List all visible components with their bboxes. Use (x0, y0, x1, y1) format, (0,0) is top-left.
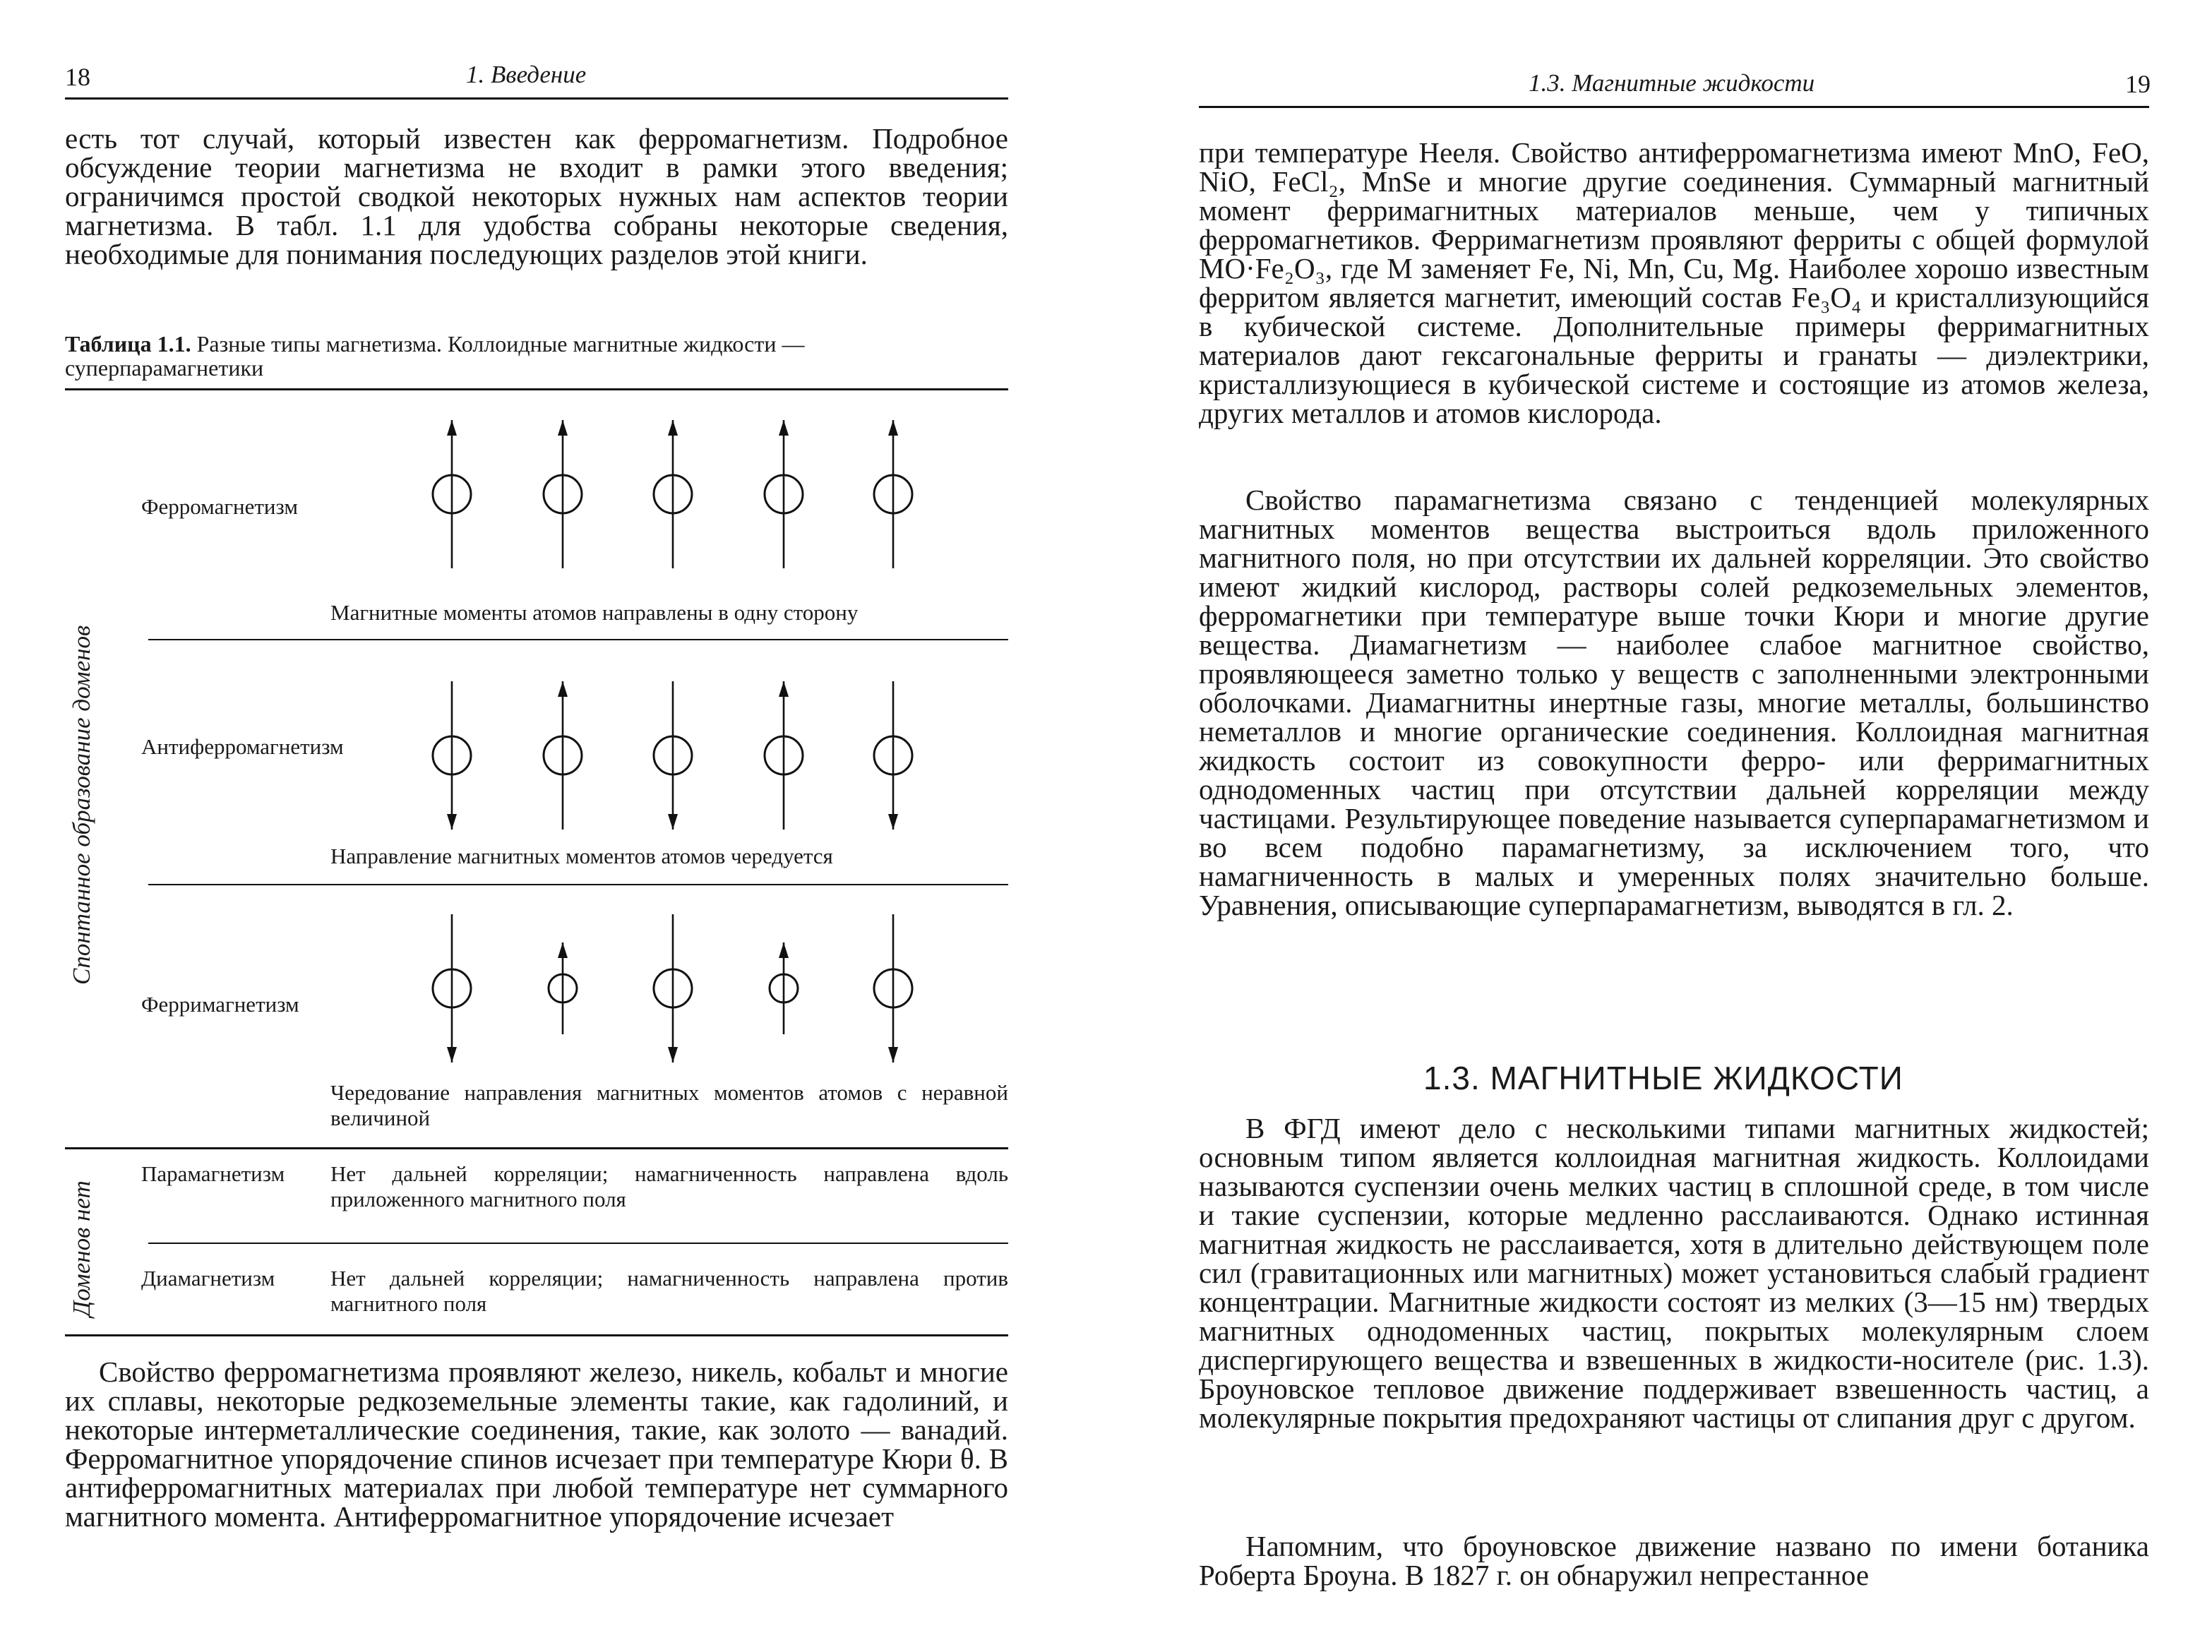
spin-symbol (654, 420, 692, 568)
running-head-right: 1.3. Магнитные жидкости (1529, 69, 1815, 97)
spin-symbol (765, 420, 803, 568)
group-label-no-domains: Доменов нет (68, 1180, 95, 1317)
header-rule-right (1199, 106, 2149, 108)
right-paragraph-4: Напомним, что броуновское движение названо по имени ботаника Роберта Броуна. В 1827 г. он обнаружил непрестанное (1199, 1530, 2149, 1591)
spin-symbol (765, 681, 803, 830)
table-bottom-rule (65, 1334, 1008, 1336)
spin-symbol (770, 942, 798, 1034)
row-label-paramagnetism: Парамагнетизм (141, 1161, 285, 1186)
spin-symbol (433, 914, 471, 1063)
right-paragraph-1: при температуре Нееля. Свойство антиферромагнетизма имеют MnO, FeO, NiO, FeCl₂, MnSe и многие другие соединения. Суммарный магнитный момент ферримагнитных материалов меньше, чем у типичных ферромагнетиков. Ферримагнетизм проявляют ферриты с общей формулой MO·Fe₂O₃, где M заменяет Fe, Ni, Mn, Cu, Mg. Наиболее хорошо известным ферритом является магнетит, имеющий состав Fe₃O₄ и кристаллизующийся в кубической системе. Дополнительные примеры ферримагнитных материалов дают гексагональные ферриты и гранаты — диэлектрики, кристаллизующиеся в кубической системе и состоящие из атомов железа, других металлов и атомов кислорода. (1199, 136, 2149, 429)
table-caption-number: Таблица 1.1. (65, 331, 191, 357)
spin-symbol (874, 914, 912, 1063)
spin-symbol (433, 420, 471, 568)
row-label-ferrimagnetism: Ферримагнетизм (141, 992, 299, 1017)
spin-diagrams (0, 0, 1017, 1158)
row-desc-antiferromagnetism: Направление магнитных моментов атомов чередуется (330, 844, 833, 868)
spin-symbol (654, 681, 692, 830)
row-desc-paramagnetism: Нет дальней корреляции; намагниченность направлена вдоль приложенного магнитного поля (330, 1161, 1008, 1211)
spin-symbol (544, 681, 582, 830)
row-label-antiferromagnetism: Антиферромагнетизм (141, 734, 344, 759)
page-number-right: 19 (2125, 70, 2151, 98)
row-label-ferromagnetism: Ферромагнетизм (141, 494, 298, 519)
row-desc-diamagnetism: Нет дальней корреляции; намагниченность направлена против магнитного поля (330, 1266, 1008, 1316)
spin-symbol (654, 914, 692, 1063)
section-title: 1.3. МАГНИТНЫЕ ЖИДКОСТИ (1423, 1060, 1903, 1096)
spin-row-ferrimagnetism (433, 914, 912, 1063)
row-desc-ferromagnetism: Магнитные моменты атомов направлены в одну сторону (330, 600, 859, 625)
spin-symbol (433, 681, 471, 830)
spin-symbol (544, 420, 582, 568)
spin-row-ferromagnetism (433, 420, 912, 568)
spin-row-antiferromagnetism (433, 681, 912, 830)
spin-symbol (549, 942, 577, 1034)
spin-symbol (874, 420, 912, 568)
table-row-rule (148, 1243, 1008, 1244)
right-paragraph-3: В ФГД имеют дело с несколькими типами магнитных жидкостей; основным типом является коллоидная магнитная жидкость. Коллоидами называются суспензии очень мелких частиц в сплошной среде, в том числе и такие суспензии, которые медленно расслаиваются. Однако истинная магнитная жидкость не расслаивается, хотя в длительно действующем поле сил (гравитационных или магнитных) может установиться слабый градиент концентрации. Магнитные жидкости состоят из мелких (3—15 нм) твердых магнитных однодоменных частиц, покрытых молекулярным слоем диспергирующего вещества и взвешенных в жидкости-носителе (рис. 1.3). Броуновское тепловое движение поддерживает взвешенность частиц, а молекулярные покрытия предохраняют частицы от слипания друг с другом. (1199, 1112, 2149, 1434)
page-number-left: 18 (65, 63, 90, 91)
right-paragraph-2: Свойство парамагнетизма связано с тенденцией молекулярных магнитных моментов вещества выстроиться вдоль приложенного магнитного поля, но при отсутствии их дальней корреляции. Это свойство имеют жидкий кислород, растворы солей редкоземельных элементов, ферромагнетики при температуре выше точки Кюри и многие другие вещества. Диамагнетизм — наиболее слабое магнитное свойство, проявляющееся заметно только у веществ с заполненными электронными оболочками. Диамагнитны инертные газы, многие металлы, большинство неметаллов и многие органические соединения. Коллоидная магнитная жидкость состоит из совокупности ферро- или ферримагнитных однодоменных частиц при отсутствии дальней корреляции между частицами. Результирующее поведение называется суперпарамагнетизмом и во всем подобно парамагнетизму, за исключением того, что намагниченность в малых и умеренных полях значительно больше. Уравнения, описывающие суперпарамагнетизм, выводятся в гл. 2. (1199, 484, 2149, 921)
intro-paragraph: есть тот случай, который известен как ферромагнетизм. Подробное обсуждение теории магнетизма не входит в рамки этого введения; ограничимся простой сводкой некоторых нужных нам аспектов теории магнетизма. В табл. 1.1 для удобства собраны некоторые сведения, необходимые для понимания последующих разделов этой книги. (65, 122, 1008, 270)
after-table-paragraph: Свойство ферромагнетизма проявляют железо, никель, кобальт и многие их сплавы, некоторые редкоземельные элементы такие, как гадолиний, и некоторые интерметаллические соединения, такие, как золото — ванадий. Ферромагнитное упорядочение спинов исчезает при температуре Кюри θ. В антиферромагнитных материалах при любой температуре нет суммарного магнитного момента. Антиферромагнитное упорядочение исчезает (65, 1355, 1008, 1533)
row-desc-ferrimagnetism: Чередование направления магнитных моментов атомов с неравной величиной (330, 1080, 1008, 1130)
running-head-left: 1. Введение (466, 61, 587, 88)
table-caption-text: Разные типы магнетизма. Коллоидные магнитные жидкости — суперпарамагнетики (65, 331, 805, 381)
row-label-diamagnetism: Диамагнетизм (141, 1266, 275, 1291)
spin-symbol (874, 681, 912, 830)
group-label-spontaneous-domains: Спонтанное образование доменов (68, 625, 95, 985)
